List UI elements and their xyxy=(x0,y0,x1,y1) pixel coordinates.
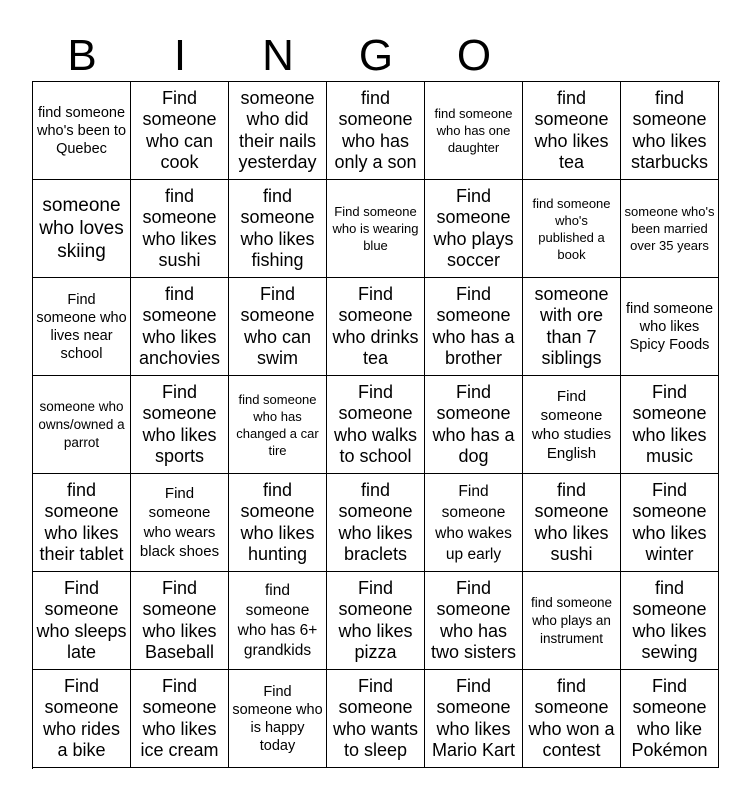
bingo-cell-text: Find someone who has two sisters xyxy=(430,577,517,662)
bingo-cell[interactable] xyxy=(621,82,719,180)
bingo-cell[interactable] xyxy=(425,572,523,670)
bingo-cell[interactable] xyxy=(425,670,523,768)
bingo-cell[interactable] xyxy=(33,82,131,180)
bingo-cell[interactable] xyxy=(229,572,327,670)
bingo-cell[interactable] xyxy=(131,572,229,670)
bingo-cell[interactable] xyxy=(131,82,229,180)
bingo-cell-text: find someone who likes sewing xyxy=(632,577,707,662)
bingo-cell[interactable] xyxy=(621,572,719,670)
bingo-cell[interactable] xyxy=(523,572,621,670)
bingo-cell-text: someone with ore than 7 siblings xyxy=(534,283,609,368)
bingo-cell-text: Find someone who has a dog xyxy=(432,381,515,466)
bingo-cell[interactable] xyxy=(621,180,719,278)
bingo-cell-text: find someone who likes their tablet xyxy=(39,479,124,564)
bingo-cell-text: someone who owns/owned a parrot xyxy=(38,398,125,450)
bingo-cell[interactable] xyxy=(33,376,131,474)
bingo-cell-text: Find someone who can swim xyxy=(240,283,315,368)
bingo-cell[interactable] xyxy=(523,670,621,768)
bingo-cell-text: find someone who likes Spicy Foods xyxy=(625,300,714,353)
bingo-cell-text: find someone who has only a son xyxy=(334,87,417,172)
bingo-cell-text: someone who loves skiing xyxy=(39,195,124,262)
bingo-cell[interactable] xyxy=(327,474,425,572)
bingo-cell-text: Find someone who lives near school xyxy=(36,291,127,362)
bingo-cell[interactable] xyxy=(327,278,425,376)
bingo-cell-text: Find someone who wears black shoes xyxy=(139,484,220,560)
bingo-cell-text: Find someone who likes Mario Kart xyxy=(431,675,516,760)
bingo-card-grid xyxy=(32,81,720,769)
bingo-cell-text: Find someone who sleeps late xyxy=(36,577,127,662)
bingo-cell-text: find someone who likes sushi xyxy=(142,185,217,270)
bingo-cell[interactable] xyxy=(523,180,621,278)
bingo-cell-text: someone who did their nails yesterday xyxy=(238,87,317,172)
bingo-cell-text: find someone who has changed a car tire xyxy=(236,391,319,458)
bingo-cell[interactable] xyxy=(621,376,719,474)
bingo-cell-text: Find someone who is wearing blue xyxy=(332,204,419,253)
bingo-cell[interactable] xyxy=(327,376,425,474)
bingo-cell-text: find someone who likes anchovies xyxy=(138,283,221,368)
bingo-cell-text: find someone who has 6+ grandkids xyxy=(237,581,318,659)
bingo-cell[interactable] xyxy=(327,572,425,670)
bingo-cell-text: Find someone who wakes up early xyxy=(435,482,512,563)
bingo-cell-text: Find someone who plays soccer xyxy=(433,185,514,270)
bingo-cell-text: Find someone who like Pokémon xyxy=(631,675,708,760)
bingo-cell[interactable] xyxy=(229,180,327,278)
bingo-cell[interactable] xyxy=(33,572,131,670)
bingo-cell-text: find someone who plays an instrument xyxy=(530,594,613,646)
bingo-cell-text: Find someone who likes ice cream xyxy=(140,675,219,760)
header-letter-o: O xyxy=(456,31,492,80)
bingo-cell-text: find someone who likes hunting xyxy=(240,479,315,564)
bingo-cell-text: Find someone who can cook xyxy=(142,87,217,172)
bingo-cell[interactable] xyxy=(523,376,621,474)
bingo-cell[interactable] xyxy=(229,82,327,180)
bingo-cell[interactable] xyxy=(425,82,523,180)
bingo-cell-text: find someone who likes fishing xyxy=(240,185,315,270)
bingo-cell-text: find someone who likes sushi xyxy=(534,479,609,564)
bingo-cell[interactable] xyxy=(33,180,131,278)
header-letter-b: B xyxy=(67,31,97,80)
bingo-cell-text: Find someone who drinks tea xyxy=(332,283,419,368)
bingo-cell[interactable] xyxy=(523,82,621,180)
bingo-cell-text: Find someone who walks to school xyxy=(333,381,418,466)
bingo-cell-text: find someone who's been to Quebec xyxy=(36,104,127,157)
bingo-cell[interactable] xyxy=(33,474,131,572)
bingo-cell[interactable] xyxy=(425,180,523,278)
bingo-cell-text: Find someone who is happy today xyxy=(232,683,323,754)
bingo-cell[interactable] xyxy=(425,376,523,474)
bingo-cell[interactable] xyxy=(425,474,523,572)
bingo-cell[interactable] xyxy=(621,474,719,572)
bingo-cell[interactable] xyxy=(229,670,327,768)
bingo-cell[interactable] xyxy=(523,474,621,572)
bingo-cell[interactable] xyxy=(33,670,131,768)
bingo-cell-text: Find someone who has a brother xyxy=(432,283,515,368)
bingo-cell-text: Find someone who rides a bike xyxy=(42,675,121,760)
bingo-cell-text: Find someone who likes sports xyxy=(142,381,217,466)
header-letter-i: I xyxy=(173,31,187,80)
bingo-cell-text: find someone who has one daughter xyxy=(434,106,513,155)
bingo-cell-text: someone who's been married over 35 years xyxy=(624,204,715,253)
bingo-cell[interactable] xyxy=(621,670,719,768)
bingo-cell-text: Find someone who likes music xyxy=(632,381,707,466)
bingo-cell-text: find someone who's published a book xyxy=(532,195,611,262)
bingo-cell-text: find someone who likes tea xyxy=(534,87,609,172)
bingo-cell[interactable] xyxy=(425,278,523,376)
bingo-cell[interactable] xyxy=(229,376,327,474)
bingo-cell-text: find someone who likes braclets xyxy=(338,479,413,564)
bingo-cell-text: Find someone who likes winter xyxy=(632,479,707,564)
bingo-cell-text: Find someone who likes pizza xyxy=(338,577,413,662)
bingo-cell[interactable] xyxy=(131,376,229,474)
bingo-cell[interactable] xyxy=(327,670,425,768)
bingo-cell[interactable] xyxy=(131,670,229,768)
bingo-cell[interactable] xyxy=(131,474,229,572)
bingo-cell[interactable] xyxy=(327,82,425,180)
bingo-header xyxy=(33,30,719,82)
bingo-cell[interactable] xyxy=(229,474,327,572)
bingo-cell[interactable] xyxy=(131,278,229,376)
bingo-cell[interactable] xyxy=(229,278,327,376)
header-letter-n: N xyxy=(262,31,294,80)
bingo-cell-text: find someone who won a contest xyxy=(528,675,615,760)
bingo-cell[interactable] xyxy=(131,180,229,278)
bingo-cell-text: Find someone who likes Baseball xyxy=(142,577,217,662)
bingo-cell[interactable] xyxy=(327,180,425,278)
bingo-cell-text: find someone who likes starbucks xyxy=(630,87,709,172)
header-letter-g: G xyxy=(358,31,394,80)
bingo-cell-text: Find someone who wants to sleep xyxy=(332,675,419,760)
bingo-cell[interactable] xyxy=(33,278,131,376)
bingo-cell-text: Find someone who studies English xyxy=(531,387,612,462)
bingo-cell[interactable] xyxy=(621,278,719,376)
bingo-cell[interactable] xyxy=(523,278,621,376)
